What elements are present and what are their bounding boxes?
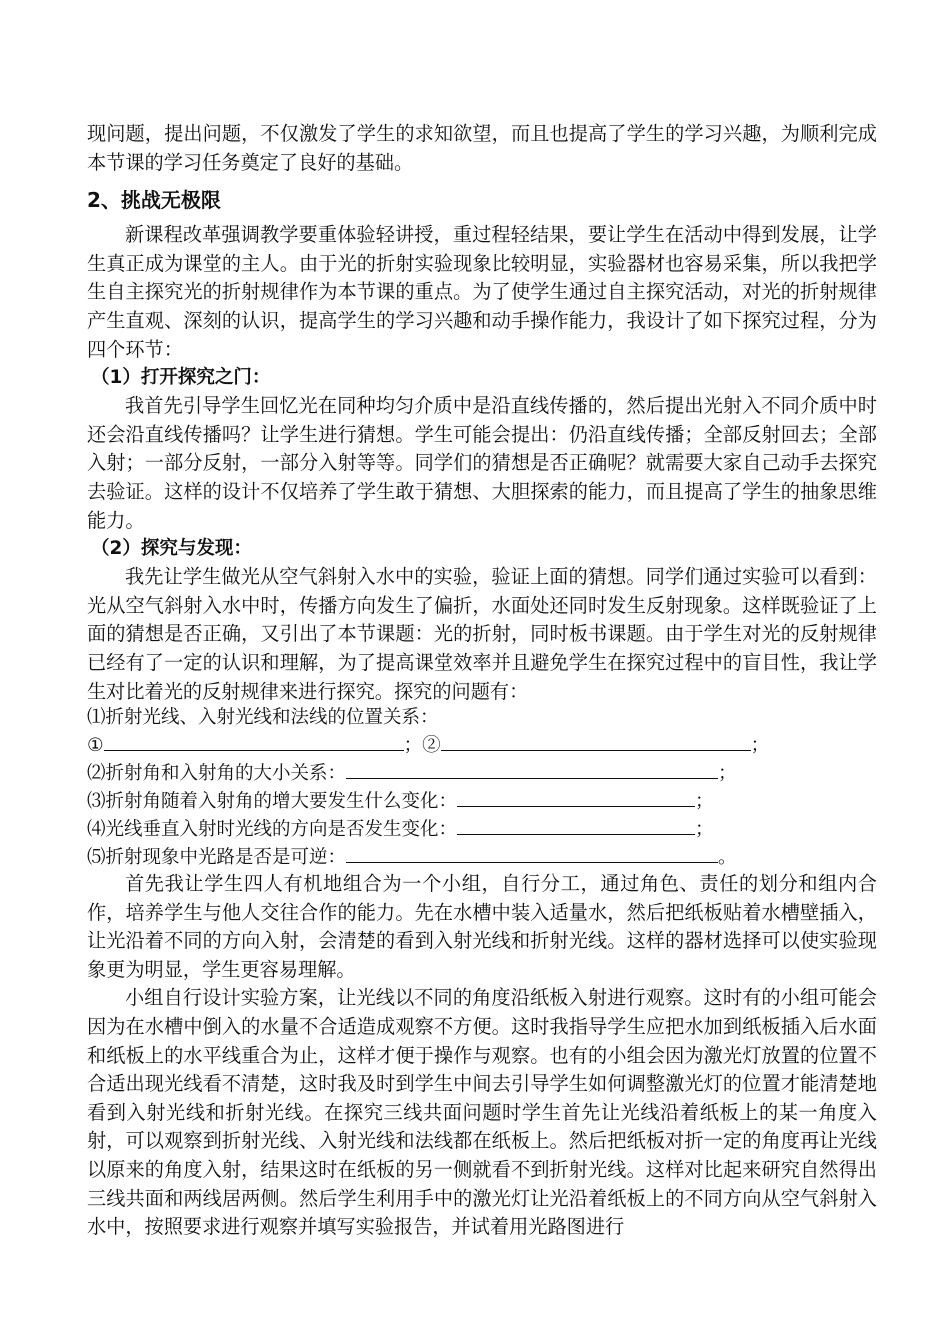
answer-end-5: 。: [718, 847, 737, 869]
answer-end-4: ；: [695, 819, 714, 841]
answer-end-3: ；: [695, 791, 714, 813]
question-3: [87, 786, 877, 814]
answer-blank-3[interactable]: [346, 758, 718, 779]
section-intro-paragraph: 新课程改革强调教学要重体验轻讲授，重过程轻结果，要让学生在活动中得到发展，让学生真正成为课堂的主人。由于光的折射实验现象比较明显，实验器材也容易采集，所以我把学生自主探究光的折射规律作为本节课的重点。为了使学生通过自主探究活动，对光的折射规律产生直观、深刻的认识，提高学生的学习兴趣和动手操作能力，我设计了如下探究过程，分为四个环节：: [87, 223, 877, 361]
answer-blank-5[interactable]: [457, 814, 695, 835]
question-5-text: ⑸折射现象中光路是否是可逆：: [87, 847, 347, 869]
answer-blank-4[interactable]: [457, 786, 695, 807]
question-2-text: ⑵折射角和入射角的大小关系：: [87, 763, 347, 785]
section-heading: 2、挑战无极限: [87, 188, 221, 213]
intro-tail-paragraph: 现问题，提出问题，不仅激发了学生的求知欲望，而且也提高了学生的学习兴趣，为顺利完成本节课的学习任务奠定了良好的基础。: [87, 122, 877, 174]
question-4: [87, 814, 877, 842]
question-1-answers: [87, 730, 877, 758]
answer-mark-2: ；②: [403, 735, 441, 757]
answer-end-2: ；: [718, 763, 737, 785]
group-paragraph: 首先我让学生四人有机地组合为一个小组，自行分工，通过角色、责任的划分和组内合作，培养学生与他人交往合作的能力。先在水槽中装入适量水，然后把纸板贴着水槽壁插入，让光沿着不同的方向入射，会清楚的看到入射光线和折射光线。这样的器材选择可以使实验现象更为明显，学生更容易理解。: [87, 872, 877, 981]
answer-blank-6[interactable]: [346, 842, 718, 863]
question-1: [87, 706, 877, 730]
question-2: [87, 758, 877, 786]
question-4-text: ⑷光线垂直入射时光线的方向是否发生变化：: [87, 819, 458, 841]
part1-title: （1）打开探究之门：: [91, 367, 271, 389]
design-paragraph: 小组自行设计实验方案，让光线以不同的角度沿纸板入射进行观察。这时有的小组可能会因为在水槽中倒入的水量不合适造成观察不方便。这时我指导学生应把水加到纸板插入后水面和纸板上的水平线重合为止，这样才便于操作与观察。也有的小组会因为激光灯放置的位置不合适出现光线看不清楚，这时我及时到学生中间去引导学生如何调整激光灯的位置才能清楚地看到入射光线和折射光线。在探究三线共面问题时学生首先让光线沿着纸板上的某一角度入射，可以观察到折射光线、入射光线和法线都在纸板上。然后把纸板对折一定的角度再让光线以原来的角度入射，结果这时在纸板的另一侧就看不到折射光线。这样对比起来研究自然得出三线共面和两线居两侧。然后学生利用手中的激光灯让光沿着纸板上的不同方向从空气斜射入水中，按照要求进行观察并填写实验报告，并试着用光路图进行: [87, 986, 877, 1239]
question-1-text: ⑴折射光线、入射光线和法线的位置关系：: [87, 707, 439, 729]
answer-mark-1: ①: [87, 735, 104, 757]
answer-end-1: ；: [750, 735, 770, 757]
answer-blank-1[interactable]: [104, 730, 404, 751]
document-page: [87, 120, 877, 1242]
part2-paragraph: 我先让学生做光从空气斜射入水中的实验，验证上面的猜想。同学们通过实验可以看到：光从空气斜射入水中时，传播方向发生了偏折，水面处还同时发生反射现象。这样既验证了上面的猜想是否正确，又引出了本节课题：光的折射，同时板书课题。由于学生对光的反射规律已经有了一定的认识和理解，为了提高课堂效率并且避免学生在探究过程中的盲目性，我让学生对比着光的反射规律来进行探究。探究的问题有：: [87, 565, 877, 703]
part2-title: （2）探究与发现：: [91, 538, 252, 560]
question-list: [87, 706, 877, 870]
question-3-text: ⑶折射角随着入射角的增大要发生什么变化：: [87, 791, 458, 813]
answer-blank-2[interactable]: [441, 730, 751, 751]
question-5: [87, 842, 877, 870]
part1-paragraph: 我首先引导学生回忆光在同种均匀介质中是沿直线传播的，然后提出光射入不同介质中时还会沿直线传播吗？让学生进行猜想。学生可能会提出：仍沿直线传播；全部反射回去；全部入射；一部分反射，一部分入射等等。同学们的猜想是否正确呢？就需要大家自己动手去探究去验证。这样的设计不仅培养了学生敢于猜想、大胆探索的能力，而且提高了学生的抽象思维能力。: [87, 394, 877, 532]
